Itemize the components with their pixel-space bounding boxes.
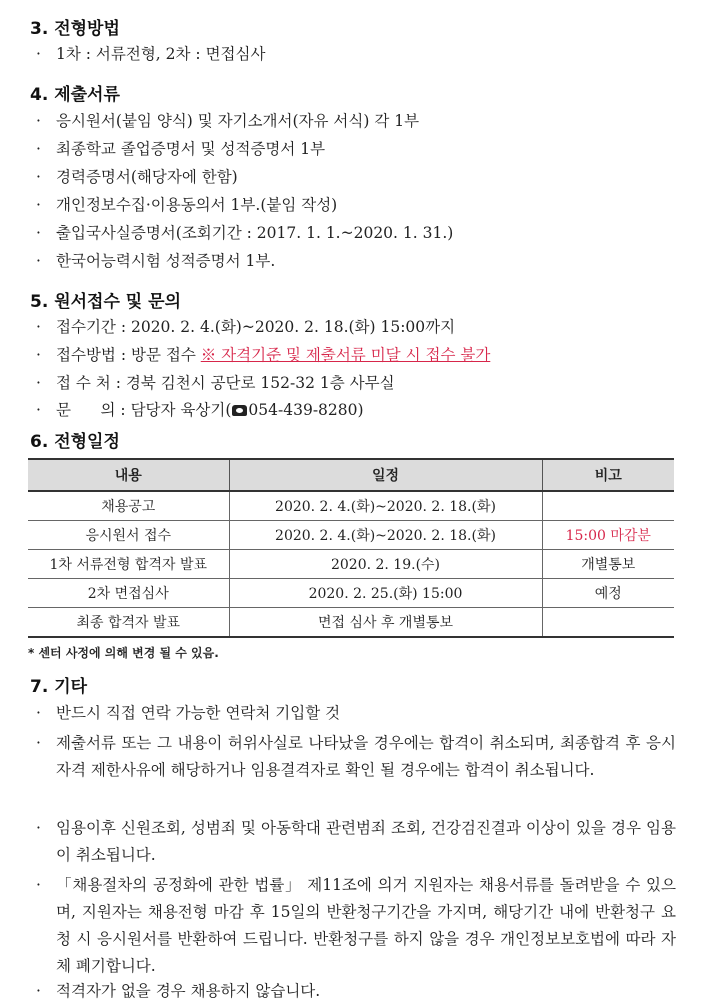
row-note: 개별통보	[542, 550, 674, 579]
column-header-schedule: 일정	[229, 459, 542, 491]
phone-icon	[232, 405, 247, 416]
schedule-footnote: * 센터 사정에 의해 변경 될 수 있음.	[28, 646, 219, 660]
list-item: · 1차 : 서류전형, 2차 : 면접심사	[36, 45, 266, 63]
row-schedule: 면접 심사 후 개별통보	[229, 608, 542, 638]
schedule-table	[28, 458, 674, 638]
table-row	[28, 491, 674, 521]
section-6-heading: 6. 전형일정	[30, 432, 120, 452]
table-row	[28, 521, 674, 550]
list-item: · 반드시 직접 연락 가능한 연락처 기입할 것	[36, 704, 341, 722]
list-item: · 경력증명서(해당자에 한함)	[36, 168, 238, 186]
section-5-heading: 5. 원서접수 및 문의	[30, 292, 181, 312]
row-schedule: 2020. 2. 4.(화)~2020. 2. 18.(화)	[229, 521, 542, 550]
row-content: 2차 면접심사	[28, 579, 229, 608]
contact-info: · 문 의 : 담당자 육상기( 054-439-8280)	[36, 401, 364, 419]
reception-method: · 접수방법 : 방문 접수 ※ 자격기준 및 제출서류 미달 시 접수 불가	[36, 346, 491, 364]
list-item: · 응시원서(붙임 양식) 및 자기소개서(자유 서식) 각 1부	[36, 112, 420, 130]
column-header-content: 내용	[28, 459, 229, 491]
row-content: 채용공고	[28, 491, 229, 521]
reception-period: · 접수기간 : 2020. 2. 4.(화)~2020. 2. 18.(화) 15:00까지	[36, 318, 456, 336]
list-item: · 적격자가 없을 경우 채용하지 않습니다.	[36, 982, 321, 1000]
list-item: · 한국어능력시험 성적증명서 1부.	[36, 252, 276, 270]
row-schedule: 2020. 2. 19.(수)	[229, 550, 542, 579]
row-schedule: 2020. 2. 25.(화) 15:00	[229, 579, 542, 608]
list-item: · 「채용절차의 공정화에 관한 법률」 제11조에 의거 지원자는 채용서류를 돌려받을 수 있으며, 지원자는 채용전형 마감 후 15일의 반환청구기간을 가지며, 해당기간 내에 반환청구 요청 시 응시원서를 반환하여 드립니다. 반환청구를 하지 않을 경우 개인정보보호법에 따라 자체 폐기합니다.	[36, 876, 676, 975]
section-3-heading: 3. 전형방법	[30, 19, 120, 39]
row-content: 응시원서 접수	[28, 521, 229, 550]
list-item: · 출입국사실증명서(조회기간 : 2017. 1. 1.~2020. 1. 31.)	[36, 224, 454, 242]
table-row	[28, 579, 674, 608]
method-warning: ※ 자격기준 및 제출서류 미달 시 접수 불가	[200, 346, 491, 364]
row-note: 예정	[542, 579, 674, 608]
table-row	[28, 550, 674, 579]
row-content: 최종 합격자 발표	[28, 608, 229, 638]
list-item: · 제출서류 또는 그 내용이 허위사실로 나타났을 경우에는 합격이 취소되며, 최종합격 후 응시자격 제한사유에 해당하거나 임용결격자로 확인 될 경우에는 합격이 취소됩니다.	[36, 734, 676, 779]
row-content: 1차 서류전형 합격자 발표	[28, 550, 229, 579]
row-note	[542, 608, 674, 638]
table-row	[28, 608, 674, 638]
section-7-heading: 7. 기타	[30, 677, 88, 697]
list-item: · 개인정보수집·이용동의서 1부.(붙임 작성)	[36, 196, 338, 214]
list-item: · 최종학교 졸업증명서 및 성적증명서 1부	[36, 140, 326, 158]
table-header-row	[28, 459, 674, 491]
column-header-note: 비고	[542, 459, 674, 491]
row-schedule: 2020. 2. 4.(화)~2020. 2. 18.(화)	[229, 491, 542, 521]
row-note: 15:00 마감분	[542, 521, 674, 550]
reception-place: · 접 수 처 : 경북 김천시 공단로 152-32 1층 사무실	[36, 374, 395, 392]
row-note	[542, 491, 674, 521]
list-item: · 임용이후 신원조회, 성범죄 및 아동학대 관련범죄 조회, 건강검진결과 이상이 있을 경우 임용이 취소됩니다.	[36, 819, 676, 864]
section-4-heading: 4. 제출서류	[30, 85, 120, 105]
